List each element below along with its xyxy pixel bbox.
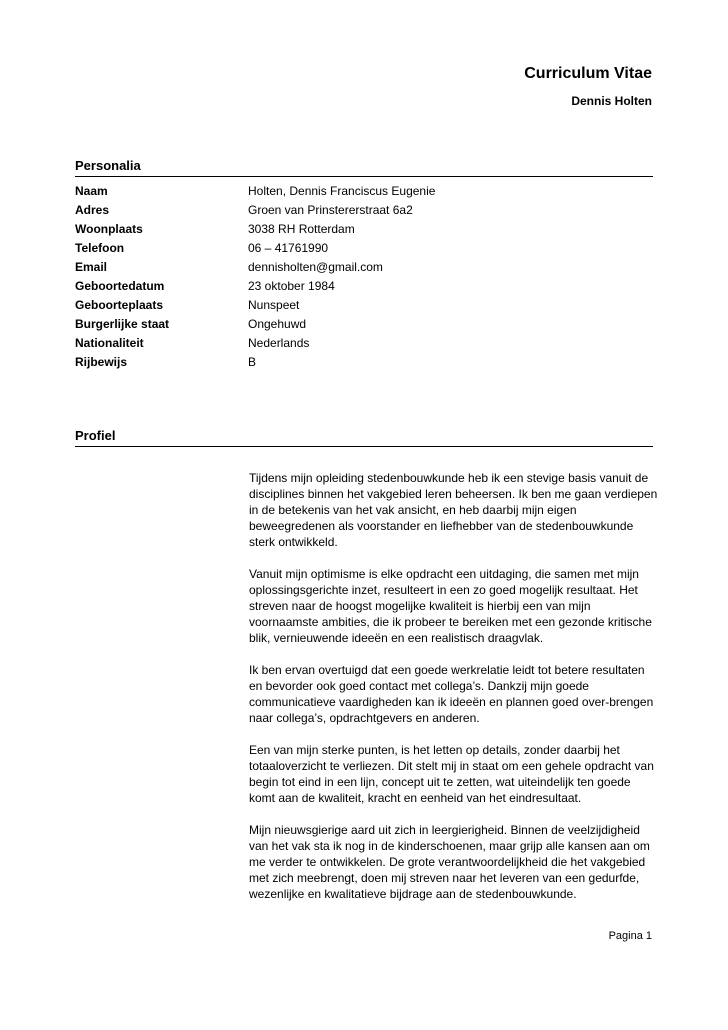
info-label: Geboorteplaats (75, 297, 164, 312)
info-row-burgerlijke-staat (75, 314, 653, 333)
personalia-heading: Personalia (75, 158, 653, 177)
document-header (524, 64, 652, 109)
profiel-heading: Profiel (75, 428, 653, 447)
document-author-name: Dennis Holten (571, 94, 652, 108)
info-value: 23 oktober 1984 (248, 278, 335, 293)
profiel-body (249, 470, 659, 918)
info-label: Telefoon (75, 240, 125, 255)
personalia-table (75, 181, 653, 371)
info-label: Woonplaats (75, 221, 143, 236)
info-value: Groen van Prinstererstraat 6a2 (248, 202, 413, 217)
info-label: Nationaliteit (75, 335, 144, 350)
info-label: Rijbewijs (75, 354, 128, 369)
info-value: Holten, Dennis Franciscus Eugenie (248, 183, 436, 198)
info-value: Nederlands (248, 335, 310, 350)
document-title: Curriculum Vitae (524, 65, 652, 82)
info-value: Nunspeet (248, 297, 300, 312)
info-value: 06 – 41761990 (248, 240, 329, 255)
info-label: Naam (75, 183, 108, 198)
profiel-section (75, 428, 658, 901)
info-row-naam (75, 181, 653, 200)
info-row-rijbewijs (75, 352, 653, 371)
profiel-paragraph: Tijdens mijn opleiding stedenbouwkunde heb ik een stevige basis vanuit de disciplines binnen het vakgebied leren beheersen. Ik ben me gaan verdiepen in de betekenis van het vak ansicht, en heb daarbij mijn eigen beweegredenen als voorstander en liefhebber van de stedenbouwkunde sterk ontwikkeld. (249, 471, 658, 549)
profiel-paragraph: Mijn nieuwsgierige aard uit zich in leergierigheid. Binnen de veelzijdigheid van het vak sta ik nog in de kinderschoenen, maar grijp alle kansen aan om me verder te ontwikkelen. De grote verantwoordelijkheid die het vakgebied met zich meebrengt, doen mij streven naar het leveren van een gedurfde, wezenlijke en kwalitatieve bijdrage aan de stedenbouwkunde. (249, 823, 650, 901)
info-row-geboortedatum (75, 276, 653, 295)
info-value: dennisholten@gmail.com (248, 259, 383, 274)
info-row-adres (75, 200, 653, 219)
personalia-section (75, 158, 653, 371)
info-value: B (248, 354, 257, 369)
info-row-woonplaats (75, 219, 653, 238)
info-row-email (75, 257, 653, 276)
info-row-telefoon (75, 238, 653, 257)
info-value: Ongehuwd (248, 316, 307, 331)
profiel-paragraph: Vanuit mijn optimisme is elke opdracht een uitdaging, die samen met mijn oplossingsgerichte inzet, resulteert in een zo goed mogelijk resultaat. Het streven naar de hoogst mogelijke kwaliteit is hierbij een van mijn voornaamste ambities, die ik probeer te bereiken met een gezonde kritische blik, vernieuwende ideeën en een realistisch draagvlak. (249, 567, 652, 645)
info-value: 3038 RH Rotterdam (248, 221, 355, 236)
info-label: Burgerlijke staat (75, 316, 170, 331)
profiel-paragraph: Ik ben ervan overtuigd dat een goede werkrelatie leidt tot betere resultaten en bevorder ook goed contact met collega’s. Dankzij mijn goede communicatieve vaardigheden kan ik ideeën en plannen goed over-brengen naar collega’s, opdrachtgevers en anderen. (249, 663, 654, 725)
info-row-nationaliteit (75, 333, 653, 352)
page-number: Pagina 1 (608, 930, 652, 942)
info-row-geboorteplaats (75, 295, 653, 314)
info-label: Adres (75, 202, 110, 217)
info-label: Email (75, 259, 108, 274)
info-label: Geboortedatum (75, 278, 165, 293)
profiel-paragraph: Een van mijn sterke punten, is het letten op details, zonder daarbij het totaaloverzicht te verliezen. Dit stelt mij in staat om een gehele opdracht van begin tot eind in een lijn, concept uit te zetten, wat uiteindelijk ten goede komt aan de kwaliteit, kracht en eenheid van het eindresultaat. (249, 743, 654, 805)
